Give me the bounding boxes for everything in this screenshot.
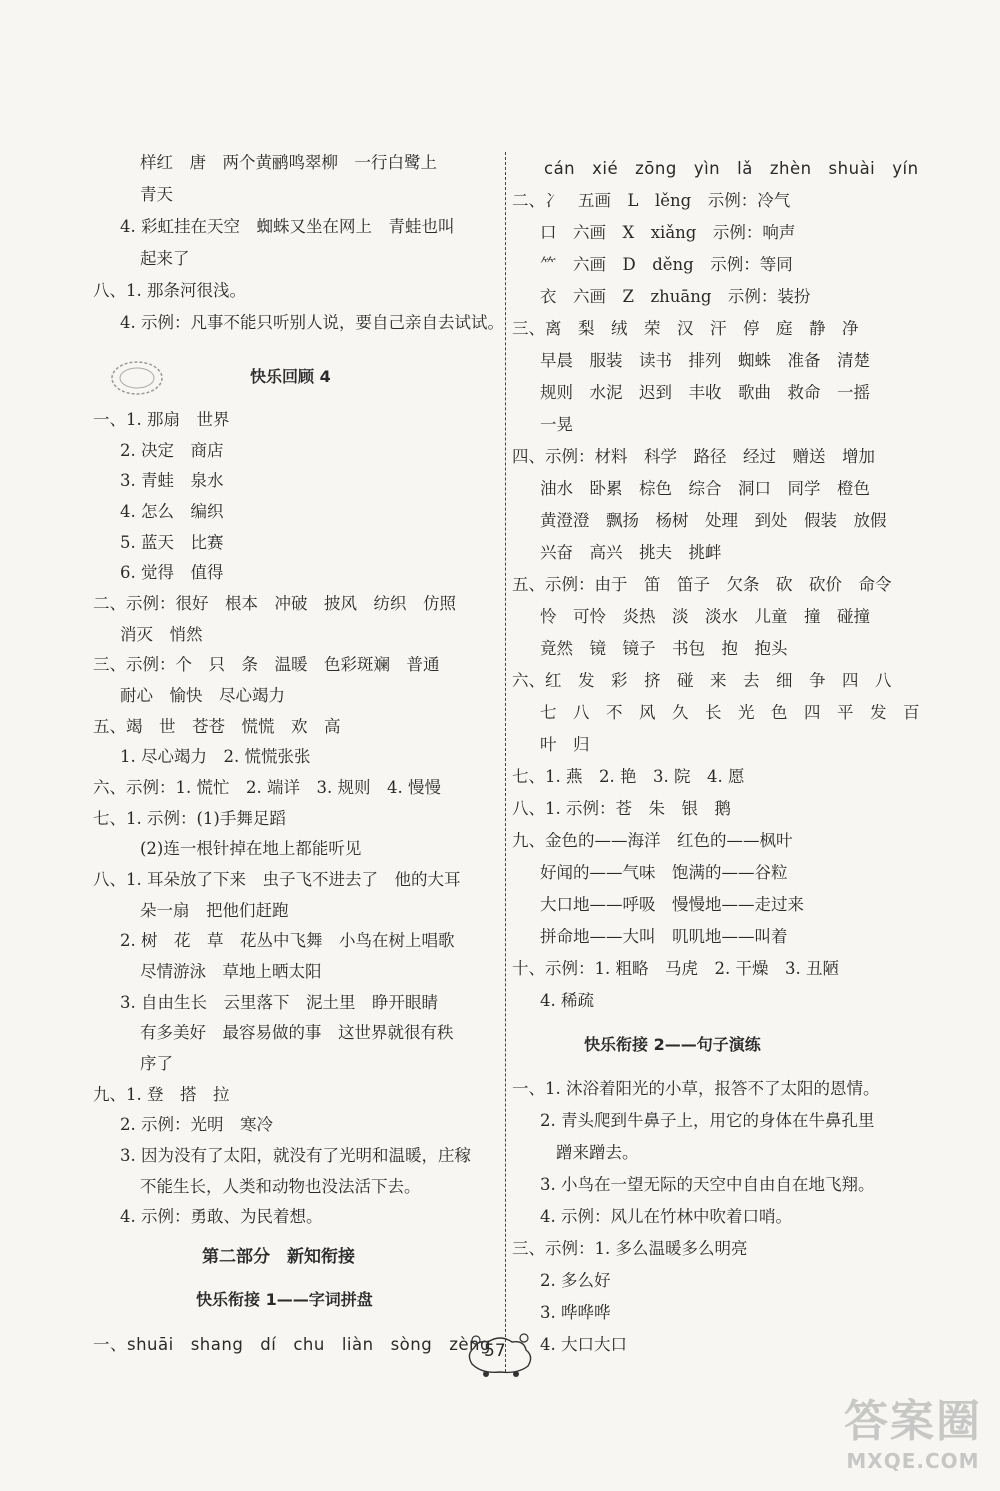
answer-line: 三、离 梨 绒 荣 汉 汗 停 庭 静 净 — [512, 319, 859, 338]
page-number-text: 57 — [484, 1341, 506, 1361]
answer-line: 起来了 — [140, 249, 190, 268]
decorative-stamp-icon — [108, 357, 166, 399]
answer-line: 大口地——呼吸 慢慢地——走过来 — [540, 895, 804, 914]
answer-line: 3. 青蛙 泉水 — [120, 471, 224, 490]
answer-line: 三、示例：个 只 条 温暖 色彩斑斓 普通 — [93, 655, 440, 674]
section-heading-review-4: 快乐回顾 4 — [250, 367, 331, 386]
answer-line: ⺮ 六画 D děng 示例：等同 — [540, 255, 793, 274]
answer-line: 六、红 发 彩 挤 碰 来 去 细 争 四 八 — [512, 671, 892, 690]
answer-line: 兴奋 高兴 挑夫 挑衅 — [540, 543, 722, 562]
watermark-url: MXQE.COM — [846, 1449, 980, 1473]
answer-line: 1. 尽心竭力 2. 慌慌张张 — [120, 747, 311, 766]
answer-line: 八、1. 那条河很浅。 — [93, 281, 246, 300]
answer-line: 2. 树 花 草 花丛中飞舞 小鸟在树上唱歌 — [120, 931, 455, 950]
answer-line: 样红 唐 两个黄鹂鸣翠柳 一行白鹭上 — [140, 153, 437, 172]
answer-line: 3. 小鸟在一望无际的天空中自由自在地飞翔。 — [540, 1175, 875, 1194]
page-number — [462, 1328, 538, 1378]
answer-line: 朵一扇 把他们赶跑 — [140, 901, 289, 920]
answer-line: 2. 多么好 — [540, 1271, 611, 1290]
answer-line: 口 六画 X xiǎng 示例：响声 — [540, 223, 796, 242]
watermark-logo-text: 答案圈 — [844, 1396, 982, 1447]
answer-line: 衣 六画 Z zhuāng 示例：装扮 — [540, 287, 811, 306]
answer-line: 七、1. 示例：(1)手舞足蹈 — [93, 809, 286, 828]
answer-line: 蹭来蹭去。 — [556, 1143, 639, 1162]
answer-line: 七、1. 燕 2. 艳 3. 院 4. 愿 — [512, 767, 745, 786]
answer-line: 3. 自由生长 云里落下 泥土里 睁开眼睛 — [120, 993, 438, 1012]
answer-line: 十、示例：1. 粗略 马虎 2. 干燥 3. 丑陋 — [512, 959, 839, 978]
answer-line: 八、1. 耳朵放了下来 虫子飞不进去了 他的大耳 — [93, 870, 461, 889]
answer-line: 耐心 愉快 尽心竭力 — [120, 686, 285, 705]
answer-line: 一晃 — [540, 415, 573, 434]
answer-line: 叶 归 — [540, 735, 590, 754]
answer-line: 一、1. 那扇 世界 — [93, 410, 230, 429]
answer-line: 4. 示例：风儿在竹林中吹着口哨。 — [540, 1207, 792, 1226]
answer-line: 黄澄澄 飘扬 杨树 处理 到处 假装 放假 — [540, 511, 887, 530]
answer-line: 2. 青头爬到牛鼻子上，用它的身体在牛鼻孔里 — [540, 1111, 875, 1130]
answer-line: 6. 觉得 值得 — [120, 563, 224, 582]
answer-line: 4. 示例：凡事不能只听别人说，要自己亲自去试试。 — [120, 313, 504, 332]
answer-line: 九、金色的——海洋 红色的——枫叶 — [512, 831, 793, 850]
answer-line: (2)连一根针掉在地上都能听见 — [140, 839, 362, 858]
answer-line: 4. 大口大口 — [540, 1335, 627, 1354]
answer-line: 5. 蓝天 比赛 — [120, 533, 224, 552]
answer-line: 好闻的——气味 饱满的——谷粒 — [540, 863, 788, 882]
answer-line: 4. 彩虹挂在天空 蜘蛛又坐在网上 青蛙也叫 — [120, 217, 455, 236]
answer-line: 四、示例：材料 科学 路径 经过 赠送 增加 — [512, 447, 875, 466]
answer-line: 3. 哗哗哗 — [540, 1303, 611, 1322]
answer-line: 六、示例：1. 慌忙 2. 端详 3. 规则 4. 慢慢 — [93, 778, 441, 797]
column-divider — [505, 152, 506, 1372]
answer-line-pinyin: 一、shuāi shang dí chu liàn sòng zèng — [93, 1335, 491, 1354]
answer-line: 怜 可怜 炎热 淡 淡水 儿童 撞 碰撞 — [540, 607, 870, 626]
answer-line: 2. 示例：光明 寒冷 — [120, 1115, 273, 1134]
answer-line: 八、1. 示例：苍 朱 银 鹅 — [512, 799, 731, 818]
answer-line: 五、示例：由于 笛 笛子 欠条 砍 砍价 命令 — [512, 575, 892, 594]
watermark — [844, 1385, 982, 1473]
answer-line: 青天 — [140, 185, 173, 204]
answer-line: 二、示例：很好 根本 冲破 披风 纺织 仿照 — [93, 594, 456, 613]
answer-line: 五、竭 世 苍苍 慌慌 欢 高 — [93, 717, 341, 736]
answer-line: 九、1. 登 搭 拉 — [93, 1085, 230, 1104]
answer-line: 有多美好 最容易做的事 这世界就很有秩 — [140, 1023, 454, 1042]
section-heading-part-two: 第二部分 新知衔接 — [202, 1247, 355, 1267]
answer-line: 竟然 镜 镜子 书包 抱 抱头 — [540, 639, 788, 658]
answer-line: 2. 决定 商店 — [120, 441, 224, 460]
answer-line: 早晨 服装 读书 排列 蜘蛛 准备 清楚 — [540, 351, 870, 370]
answer-line: 二、冫 五画 L lěng 示例：冷气 — [512, 191, 791, 210]
answer-line: 4. 稀疏 — [540, 991, 594, 1010]
answer-line-pinyin: cán xié zōng yìn lǎ zhèn shuài yín — [544, 159, 919, 178]
answer-line: 七 八 不 风 久 长 光 色 四 平 发 百 — [540, 703, 920, 722]
answer-line: 序了 — [140, 1054, 173, 1073]
section-heading-link-1: 快乐衔接 1——字词拼盘 — [196, 1290, 373, 1309]
answer-line: 三、示例：1. 多么温暖多么明亮 — [512, 1239, 748, 1258]
answer-line: 规则 水泥 迟到 丰收 歌曲 救命 一摇 — [540, 383, 870, 402]
answer-line: 油水 卧累 棕色 综合 洞口 同学 橙色 — [540, 479, 870, 498]
section-heading-link-2: 快乐衔接 2——句子演练 — [584, 1035, 761, 1054]
answer-line: 不能生长，人类和动物也没法活下去。 — [140, 1177, 421, 1196]
answer-line: 4. 示例：勇敢、为民着想。 — [120, 1207, 323, 1226]
answer-line: 消灭 悄然 — [120, 625, 203, 644]
answer-line: 4. 怎么 编织 — [120, 502, 224, 521]
answer-line: 尽情游泳 草地上晒太阳 — [140, 962, 322, 981]
answer-line: 一、1. 沐浴着阳光的小草，报答不了太阳的恩情。 — [512, 1079, 880, 1098]
answer-line: 3. 因为没有了太阳，就没有了光明和温暖，庄稼 — [120, 1146, 471, 1165]
answer-line: 拼命地——大叫 叽叽地——叫着 — [540, 927, 788, 946]
